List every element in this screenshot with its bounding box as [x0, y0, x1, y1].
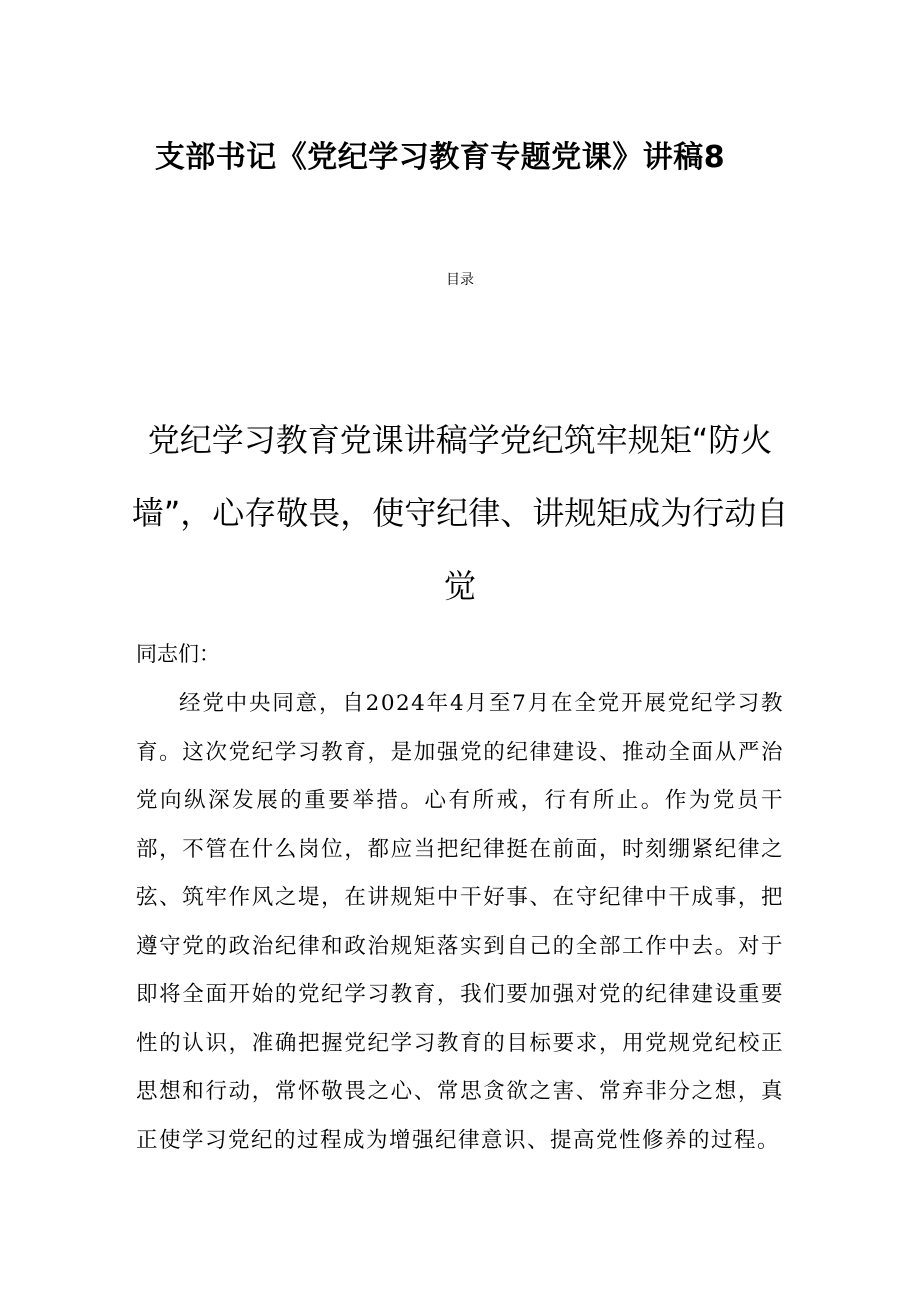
table-of-contents-label: 目录	[446, 272, 474, 288]
body-paragraph: 经党中央同意，自2024年4月至7月在全党开展党纪学习教育。这次党纪学习教育，是加强党的纪律建设、推动全面从严治党向纵深发展的重要举措。心有所戒，行有所止。作为党员干部，不管在什么岗位，都应当把纪律挺在前面，时刻绷紧纪律之弦、筑牢作风之堤，在讲规矩中干好事、在守纪律中干成事，把遵守党的政治纪律和政治规矩落实到自己的全部工作中去。对于即将全面开始的党纪学习教育，我们要加强对党的纪律建设重要性的认识，准确把握党纪学习教育的目标要求，用党规党纪校正思想和行动，常怀敬畏之心、常思贪欲之害、常弃非分之想，真正使学习党纪的过程成为增强纪律意识、提高党性修养的过程。	[136, 691, 784, 1153]
document-title: 支部书记《党纪学习教育专题党课》讲稿8	[154, 140, 726, 175]
salutation: 同志们：	[136, 642, 220, 666]
section-heading: 党纪学习教育党课讲稿学党纪筑牢规矩“防火墙”，心存敬畏，使守纪律、讲规矩成为行动自觉	[131, 421, 789, 605]
